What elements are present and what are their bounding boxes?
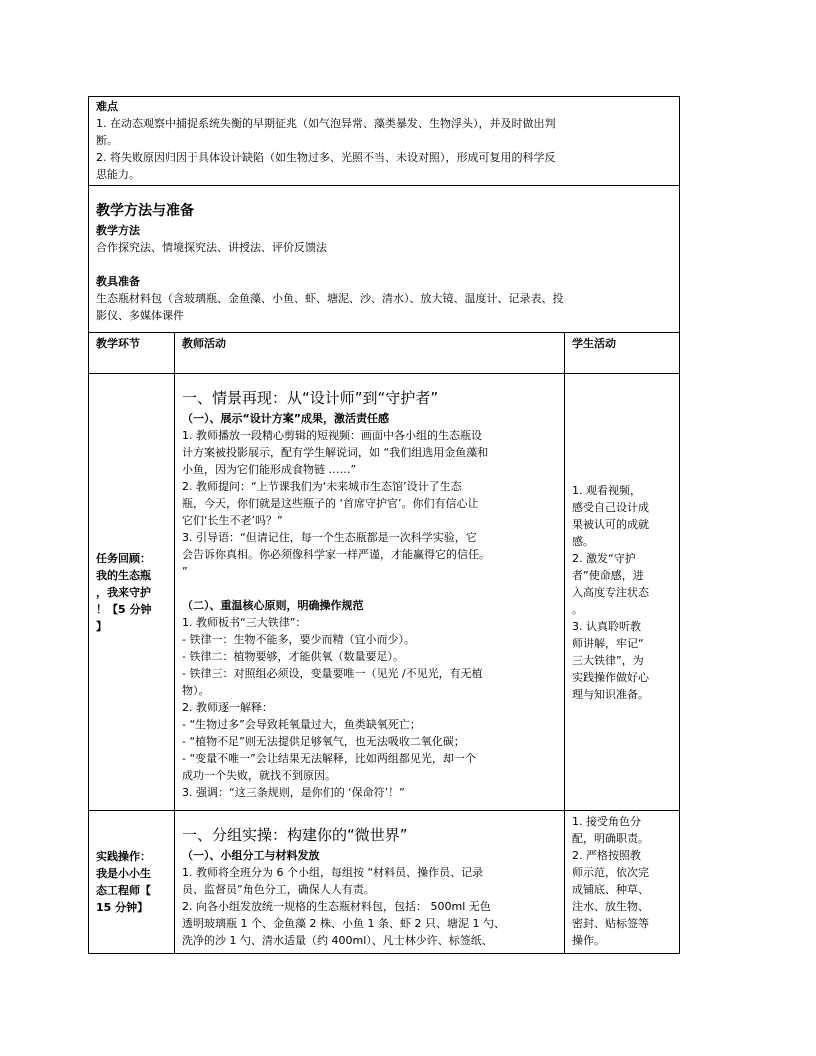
stage-line: 我的生态瓶 [96,568,151,582]
table-row [89,374,680,811]
student-line: 2. 激发“守护 [572,551,636,565]
stage-line: 15 分钟】 [96,901,149,914]
methods-section-title: 教学方法与准备 [96,203,194,219]
stage-cell [89,811,175,954]
lesson-plan-table [88,96,680,954]
student-line: 2. 严格按照教 [572,849,641,862]
tools-label: 教具准备 [96,275,140,288]
method-label: 教学方法 [96,224,140,237]
activity-heading: 一、情景再现：从“设计师”到“守护者” [182,389,439,407]
stage-line: 】 [96,619,107,633]
activity-line: 2. 教师提问：“上节课我们为‘未来城市生态馆’设计了生态 [182,480,462,493]
student-line: 成铺底、种草、 [572,883,649,896]
activity-line: 2. 向各小组发放统一规格的生态瓶材料包，包括： 500ml 无色 [182,900,491,913]
method-text: 合作探究法、情境探究法、讲授法、评价反馈法 [96,241,327,254]
student-line: 果被认可的成就 [572,517,649,531]
activity-subheading: （二）、重温核心原则，明确操作规范 [182,599,364,612]
student-line: 感。 [572,534,594,548]
activity-subheading: （一）、小组分工与材料发放 [182,849,320,862]
activity-line: 1. 教师板书“三大铁律”： [182,616,307,629]
difficulty-line: 1. 在动态观察中捕捉系统失衡的早期征兆（如气泡异常、藻类暴发、生物浮头），并及时做出判 [96,117,556,130]
stage-line: 态工程师【 [96,884,151,897]
activity-line: 瓶，今天，你们就是这些瓶子的 ‘首席守护官’。你们有信心让 [182,497,479,510]
student-line: 配，明确职责。 [572,832,649,845]
activity-line: 它们‘长生不老’吗？” [182,514,283,527]
activity-heading: 一、分组实操：构建你的“微世界” [182,826,408,844]
student-activity-cell [565,374,680,811]
teacher-activity-cell [175,811,565,954]
teacher-activity-cell [175,374,565,811]
tools-line: 影仪、多媒体课件 [96,309,184,322]
student-line: 操作。 [572,934,605,947]
student-line: 3. 认真聆听教 [572,619,641,633]
activity-line: 1. 教师将全班分为 6 个小组，每组按 “材料员、操作员、记录 [182,866,484,879]
activity-line: 洗净的沙 1 勺、清水适量（约 400ml）、凡士林少许、标签纸、 [182,934,493,947]
student-line: 三大铁律”，为 [572,653,644,667]
activity-line: 1. 教师播放一段精心剪辑的短视频：画面中各小组的生态瓶设 [182,429,482,442]
activity-line: 透明玻璃瓶 1 个、金鱼藻 2 株、小鱼 1 条、虾 2 只、塘泥 1 勺、 [182,917,505,930]
stage-line: 我是小小生 [96,867,151,880]
header-student: 学生活动 [565,333,680,374]
activity-line: - 铁律二：植物要够，才能供氧（数量要足）。 [182,650,404,663]
activity-line: - “生物过多”会导致耗氧量过大，鱼类缺氧死亡； [182,718,421,731]
activity-line: - “植物不足”则无法提供足够氧气，也无法吸收二氧化碳； [182,735,465,748]
activity-line: 3. 引导语：“但请记住，每一个生态瓶都是一次科学实验，它 [182,531,477,544]
student-line: 师讲解，牢记“ [572,636,644,650]
difficulty-line: 断。 [96,134,118,147]
student-line: 感受自己设计成 [572,500,649,514]
student-line: 实践操作做好心 [572,670,649,684]
activity-line: 计方案被投影展示，配有学生解说词，如 “我们组选用金鱼藻和 [182,446,489,459]
stage-line: ！【5 分钟 [96,602,152,616]
student-line: 。 [572,602,583,616]
methods-cell [89,186,680,333]
student-line: 密封、贴标签等 [572,917,649,930]
difficulty-line: 2. 将失败原因归因于具体设计缺陷（如生物过多、光照不当、未设对照），形成可复用的科学反 [96,151,556,164]
activity-line: - 铁律一：生物不能多，要少而精（宜小而少）。 [182,633,415,646]
difficulty-title: 难点 [96,100,118,113]
stage-line: 实践操作： [96,850,151,863]
student-line: 理与知识准备。 [572,687,649,701]
student-line: 者”使命感，进 [572,568,644,582]
stage-cell [89,374,175,811]
student-line: 1. 观看视频， [572,483,641,497]
activity-line: - 铁律三：对照组必须设，变量要唯一（见光 /不见光，有无植 [182,667,483,680]
student-line: 入高度专注状态 [572,585,649,599]
student-activity-cell [565,811,680,954]
methods-row [89,186,680,333]
table-row [89,811,680,954]
header-stage: 教学环节 [89,333,175,374]
difficulty-line: 思能力。 [96,168,140,181]
tools-line: 生态瓶材料包（含玻璃瓶、金鱼藻、小鱼、虾、塘泥、沙、清水）、放大镜、温度计、记录表、投 [96,292,564,305]
difficulty-cell [89,97,680,186]
activity-subheading: （一）、展示“设计方案”成果，激活责任感 [182,412,389,425]
table-header-row [89,333,680,374]
difficulty-row [89,97,680,186]
activity-line: ” [182,565,188,578]
student-line: 师示范，依次完 [572,866,649,879]
stage-line: ，我来守护 [96,585,151,599]
stage-line: 任务回顾： [96,551,151,565]
activity-line: 物）。 [182,684,210,697]
header-teacher: 教师活动 [175,333,565,374]
activity-line: 成功一个失败，就找不到原因。 [182,769,336,782]
student-line: 注水、放生物、 [572,900,649,913]
student-line: 1. 接受角色分 [572,815,641,828]
activity-line: 员、监督员”角色分工，确保人人有责。 [182,883,375,896]
activity-line: 小鱼，因为它们能形成食物链 ……” [182,463,357,476]
activity-line: 会告诉你真相。你必须像科学家一样严谨，才能赢得它的信任。 [182,548,490,561]
activity-line: - “变量不唯一”会让结果无法解释，比如两组都见光，却一个 [182,752,476,765]
activity-line: 2. 教师逐一解释： [182,701,273,714]
activity-line: 3. 强调：“这三条规则，是你们的 ‘保命符’！” [182,786,405,799]
